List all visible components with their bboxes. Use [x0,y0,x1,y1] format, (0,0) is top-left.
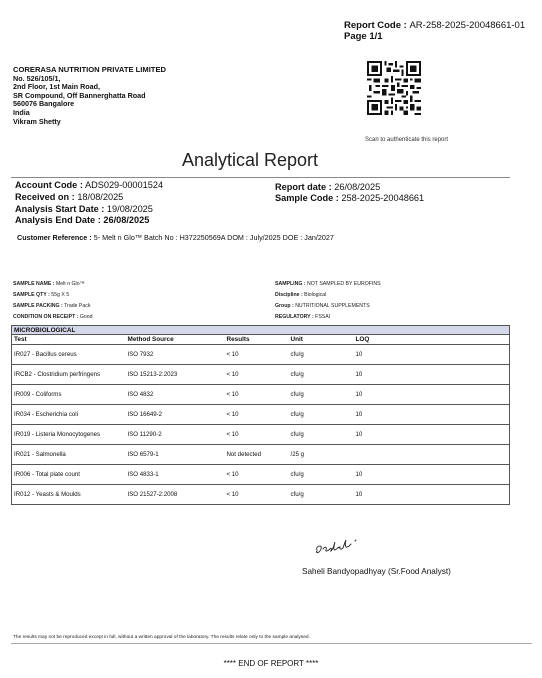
received-label: Received on : [15,192,75,202]
unit-cell: cfu/g [289,385,354,405]
loq-cell: 10 [354,405,510,425]
condition-row [13,312,93,322]
signatory-name: Saheli Bandyopadhyay (Sr.Food Analyst) [302,567,451,576]
test-cell: IR009 - Coliforms [12,385,126,405]
column-header-results: Results [225,335,289,345]
sample-code-row [275,193,424,204]
received-row [15,192,123,203]
group-value: NUTRITIONAL SUPPLEMENTS [295,303,370,309]
method-cell: ISO 4832 [126,385,225,405]
sample-qty-label: SAMPLE QTY : [13,292,50,298]
scan-to-authenticate-text: Scan to authenticate this report [365,137,449,143]
address-line: 2nd Floor, 1st Main Road, [13,82,101,92]
sampling-label: SAMPLING : [275,281,306,287]
account-code-row [15,180,163,191]
regulatory-row [275,312,330,322]
method-cell: ISO 15213-2:2023 [126,365,225,385]
loq-cell: 10 [354,425,510,445]
discipline-value: Biological [304,292,327,298]
report-date-label: Report date : [275,182,332,192]
sample-qty-value: 55g X 5 [51,292,70,298]
address-line: No. 526/105/1, [13,73,61,83]
test-cell: IR006 - Total plate count [12,465,126,485]
table-row [12,425,510,445]
address-line: SR Compound, Off Bannerghatta Road [13,90,146,100]
table-row [12,365,510,385]
results-table [11,325,510,505]
report-title: Analytical Report [181,150,319,170]
loq-cell: 10 [354,365,510,385]
table-row [12,345,510,365]
analysis-start-label: Analysis Start Date : [15,204,105,214]
result-cell: < 10 [225,345,289,365]
analysis-end-row [15,215,149,226]
sample-name-row [13,279,85,289]
column-header-loq: LOQ [354,335,510,345]
table-row [12,465,510,485]
report-date-row [275,182,380,193]
end-of-report: **** END OF REPORT **** [223,659,319,668]
group-label: Group : [275,303,294,309]
customer-reference-value: 5- Melt n Glo™ Batch No : H372250569A DOM : July/2025 DOE : Jan/2027 [93,233,334,242]
loq-cell: 10 [354,465,510,485]
sample-name-label: SAMPLE NAME : [13,281,55,287]
condition-label: CONDITION ON RECEIPT : [13,314,79,320]
result-cell: < 10 [225,365,289,385]
analysis-start-row [15,204,153,215]
result-cell: < 10 [225,485,289,505]
unit-cell: cfu/g [289,405,354,425]
unit-cell: cfu/g [289,485,354,505]
signature-image [313,532,373,558]
column-header-test: Test [12,335,126,345]
method-cell: ISO 6579-1 [126,445,225,465]
received-value: 18/08/2025 [77,192,124,202]
report-date-value: 26/08/2025 [334,182,381,192]
test-cell: IR034 - Escherichia coli [12,405,126,425]
section-title: MICROBIOLOGICAL [12,326,510,335]
sample-packing-value: Trade Pack [64,303,91,309]
group-row [275,301,370,311]
unit-cell: cfu/g [289,425,354,445]
regulatory-value: FSSAI [315,314,331,320]
contact-person: Vikram Shetty [13,116,61,126]
address-line: India [13,107,30,117]
report-code-value: AR-258-2025-20048661-01 [409,20,526,31]
customer-reference [17,233,334,242]
loq-cell [354,445,510,465]
result-cell: < 10 [225,405,289,425]
report-code-label: Report Code : [344,20,407,31]
loq-cell: 10 [354,345,510,365]
test-cell: IR027 - Bacillus cereus [12,345,126,365]
unit-cell: cfu/g [289,365,354,385]
sample-code-label: Sample Code : [275,193,339,203]
company-name: CORERASA NUTRITION PRIVATE LIMITED [13,65,166,74]
method-cell: ISO 16649-2 [126,405,225,425]
test-cell: IR012 - Yeasts & Moulds [12,485,126,505]
table-header-row [12,335,510,345]
discipline-label: Discipline : [275,292,303,298]
column-header-unit: Unit [289,335,354,345]
sampling-value: NOT SAMPLED BY EUROFINS [307,281,381,287]
address-line: 560076 Bangalore [13,99,75,109]
result-cell: < 10 [225,385,289,405]
unit-cell: cfu/g [289,345,354,365]
account-code-label: Account Code : [15,180,83,190]
sample-packing-label: SAMPLE PACKING : [13,303,63,309]
loq-cell: 10 [354,385,510,405]
test-cell: IR019 - Listeria Monocytogenes [12,425,126,445]
condition-value: Good [79,314,93,320]
table-row [12,385,510,405]
sample-qty-row [13,290,69,300]
test-cell: IR021 - Salmonella [12,445,126,465]
qr-code-icon[interactable] [367,61,421,115]
analysis-end-label: Analysis End Date : [15,215,101,225]
sample-name-value: Melt n Glo™ [55,281,85,287]
method-cell: ISO 4833-1 [126,465,225,485]
report-code-block [344,20,525,42]
analysis-end-value: 26/08/2025 [103,215,150,225]
disclaimer-text: The results may not be reproduced except in full, without a written approval of the laboratory. The results relate only to the sample analysed. [13,635,310,640]
method-cell: ISO 7932 [126,345,225,365]
analysis-start-value: 19/08/2025 [106,204,153,214]
loq-cell: 10 [354,485,510,505]
column-header-method: Method Source [126,335,225,345]
unit-cell: cfu/g [289,465,354,485]
sampling-row [275,279,381,289]
table-row [12,485,510,505]
discipline-row [275,290,326,300]
method-cell: ISO 11290-2 [126,425,225,445]
sample-code-value: 258-2025-20048661 [341,193,425,203]
footer-divider [11,643,532,644]
sample-packing-row [13,301,90,311]
result-cell: < 10 [225,425,289,445]
result-cell: < 10 [225,465,289,485]
test-cell: IRCB2 - Clostridium perfringens [12,365,126,385]
report-code-line [344,20,525,31]
page-number: Page 1/1 [344,31,383,42]
section-header-row [12,326,510,335]
table-row [12,405,510,425]
customer-reference-label: Customer Reference : [17,233,92,242]
table-row [12,445,510,465]
method-cell: ISO 21527-2:2008 [126,485,225,505]
regulatory-label: REGULATORY : [275,314,314,320]
account-code-value: ADS029-00001524 [84,180,164,190]
result-cell: Not detected [225,445,289,465]
company-address [13,66,166,126]
unit-cell: /25 g [289,445,354,465]
